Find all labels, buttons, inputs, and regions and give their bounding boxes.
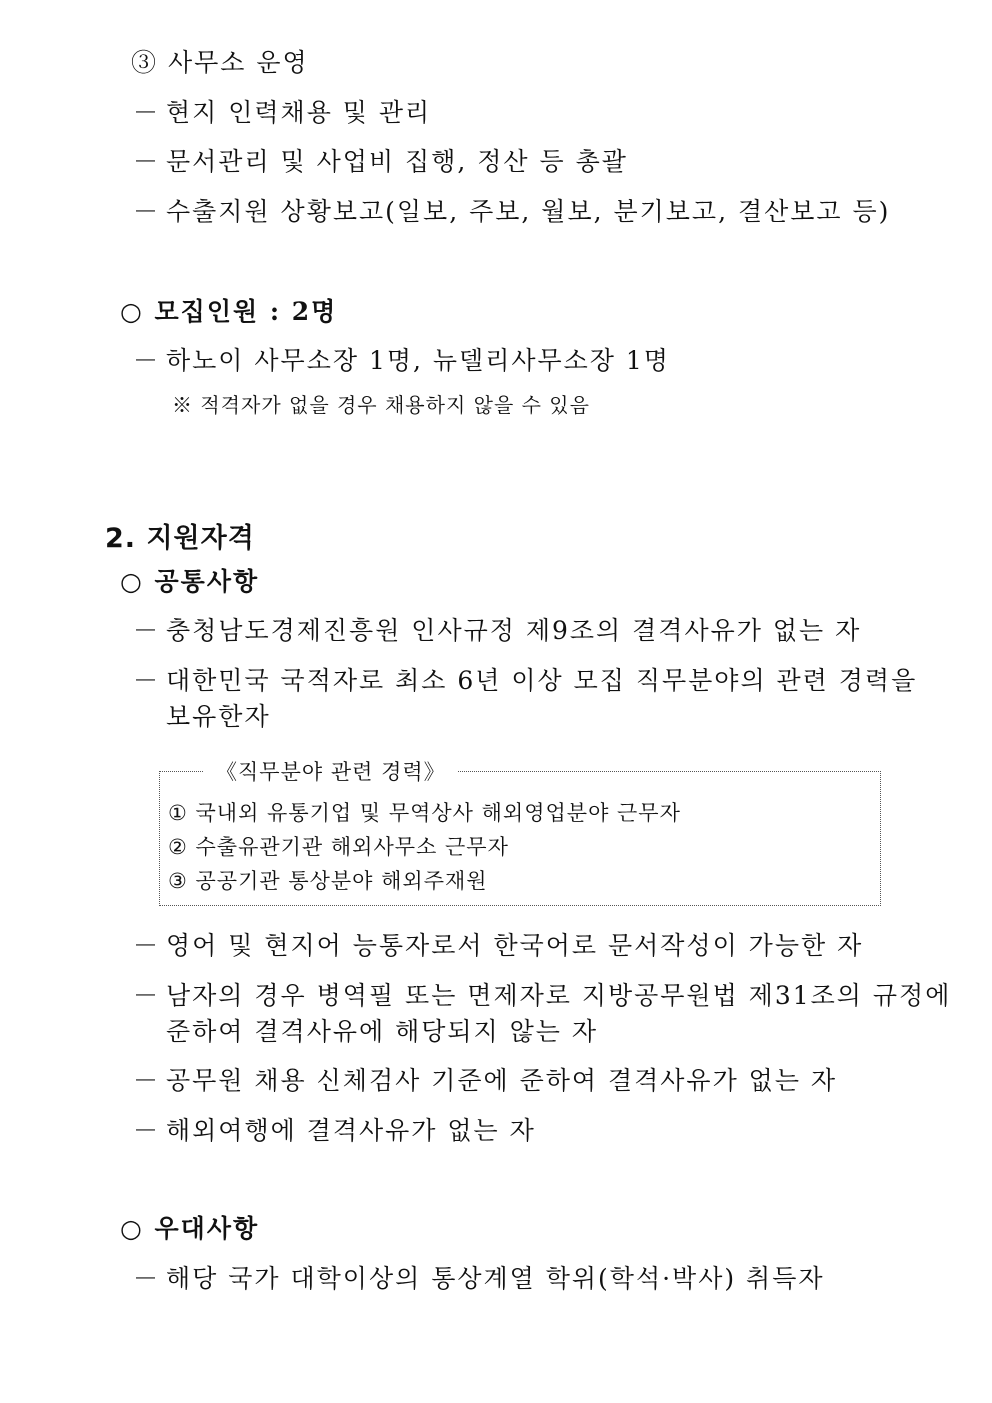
list-item-text: 수출지원 상황보고(일보, 주보, 월보, 분기보고, 결산보고 등) — [166, 197, 891, 226]
career-box-item: ① 국내외 유통기업 및 무역상사 해외영업분야 근무자 — [168, 801, 681, 825]
career-box-title: 《직무분야 관련 경력》 — [204, 758, 458, 786]
recruitment-heading: ○ 모집인원 : 2명 — [120, 297, 338, 326]
dash-bullet: － — [133, 98, 161, 127]
list-item-text: 보유한자 — [166, 702, 271, 731]
dash-bullet: － — [133, 931, 161, 960]
career-box-item: ② 수출유관기관 해외사무소 근무자 — [168, 835, 509, 859]
dash-bullet: － — [133, 147, 161, 176]
office-heading: ③ 사무소 운영 — [131, 48, 309, 77]
list-item-text: 공무원 채용 신체검사 기준에 준하여 결격사유가 없는 자 — [166, 1066, 838, 1095]
recruitment-note: ※ 적격자가 없을 경우 채용하지 않을 수 있음 — [172, 393, 590, 417]
list-item-text: 대한민국 국적자로 최소 6년 이상 모집 직무분야의 관련 경력을 — [166, 666, 918, 695]
common-heading: ○ 공통사항 — [120, 567, 260, 596]
list-item-text: 하노이 사무소장 1명, 뉴델리사무소장 1명 — [166, 346, 670, 375]
dash-bullet: － — [133, 981, 161, 1010]
list-item-text: 충청남도경제진흥원 인사규정 제9조의 결격사유가 없는 자 — [166, 616, 862, 645]
list-item-text: 준하여 결격사유에 해당되지 않는 자 — [166, 1017, 599, 1046]
dash-bullet: － — [133, 616, 161, 645]
career-box-item: ③ 공공기관 통상분야 해외주재원 — [168, 869, 488, 893]
list-item-text: 해외여행에 결격사유가 없는 자 — [166, 1116, 536, 1145]
list-item-text: 현지 인력채용 및 관리 — [166, 98, 432, 127]
dash-bullet: － — [133, 197, 161, 226]
list-item-text: 문서관리 및 사업비 집행, 정산 등 총괄 — [166, 147, 628, 176]
list-item-text: 영어 및 현지어 능통자로서 한국어로 문서작성이 가능한 자 — [166, 931, 864, 960]
section-title: 2. 지원자격 — [105, 523, 255, 554]
list-item-text: 남자의 경우 병역필 또는 면제자로 지방공무원법 제31조의 규정에 — [166, 981, 952, 1010]
dash-bullet: － — [133, 1116, 161, 1145]
preferred-heading: ○ 우대사항 — [120, 1214, 260, 1243]
dash-bullet: － — [133, 1066, 161, 1095]
dash-bullet: － — [133, 1264, 161, 1293]
dash-bullet: － — [133, 346, 161, 375]
dash-bullet: － — [133, 666, 161, 695]
list-item-text: 해당 국가 대학이상의 통상계열 학위(학석·박사) 취득자 — [166, 1264, 825, 1293]
